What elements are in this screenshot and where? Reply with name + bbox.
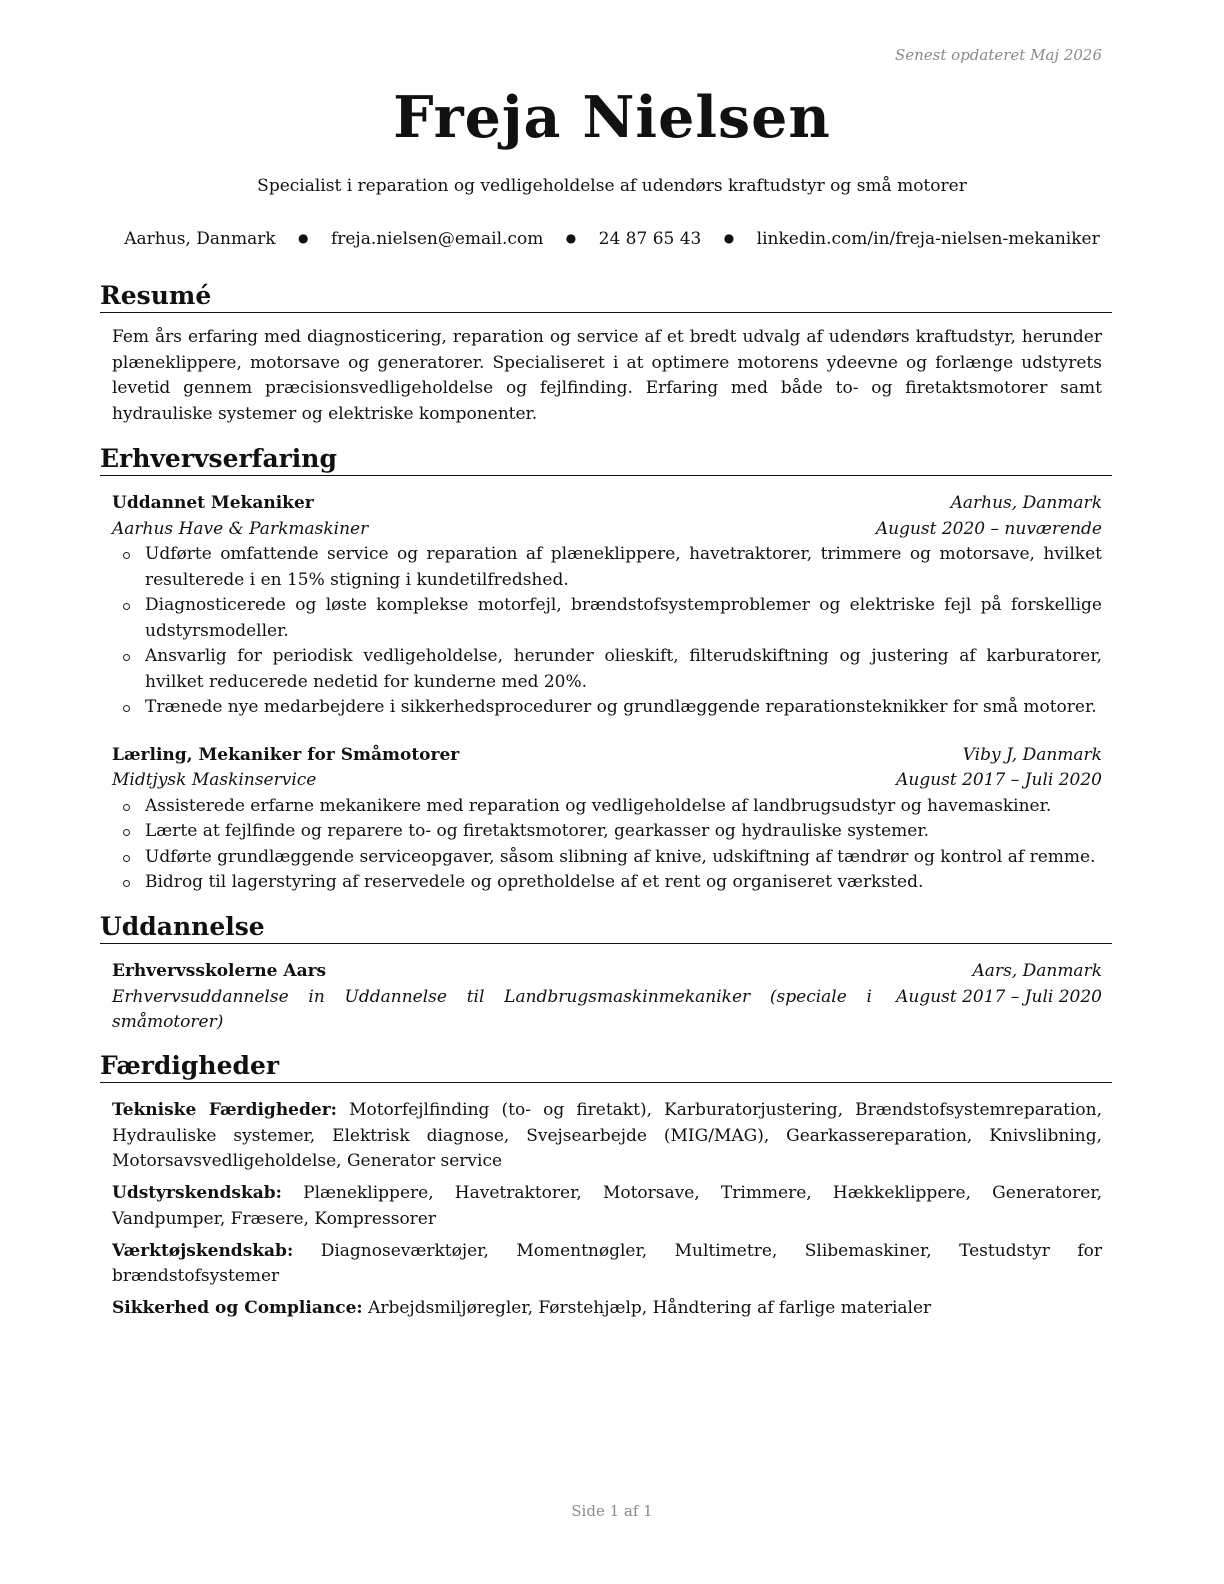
- bullet-separator-icon: ●: [723, 231, 735, 245]
- candidate-name: Freja Nielsen: [393, 84, 831, 151]
- contact-phone[interactable]: 24 87 65 43: [598, 229, 702, 249]
- contact-line: [0, 229, 1224, 249]
- job-dates: August 2017 – Juli 2020: [896, 770, 1102, 790]
- skill-row: [112, 1181, 1102, 1232]
- job-company: Midtjysk Maskinservice: [112, 770, 317, 790]
- bullet-separator-icon: ●: [298, 231, 309, 245]
- job-bullets: [112, 542, 1102, 721]
- skill-label: Udstyrskendskab:: [112, 1183, 282, 1203]
- job-dates: August 2020 – nuværende: [875, 518, 1102, 539]
- resume-text: Fem års erfaring med diagnosticering, reparation og service af et bredt udvalg af udendørs kraftudstyr, herunder plæneklippere, motorsave og generatorer. Specialiseret i at optimere motorens ydeevne og forlænge udstyrets levetid gennem præcisionsvedligeholdelse og fejlfinding. Erfaring med både to- og firetaktsmotorer samt hydrauliske systemer og elektriske komponenter.: [112, 327, 1102, 424]
- list-item: Bidrog til lagerstyring af reservedele og opretholdelse af et rent og organiseret værksted.: [112, 870, 1102, 896]
- skill-label: Sikkerhed og Compliance:: [112, 1298, 363, 1318]
- section-title-experience: Erhvervserfaring: [100, 443, 1112, 476]
- skill-row: [112, 1239, 1102, 1290]
- tagline: Specialist i reparation og vedligeholdelse af udendørs kraftudstyr og små motorer: [257, 176, 967, 196]
- list-item: Udførte grundlæggende serviceopgaver, såsom slibning af knive, udskiftning af tændrør og kontrol af remme.: [112, 845, 1102, 871]
- school-name: Erhvervsskolerne Aars: [112, 961, 327, 981]
- skill-row: [112, 1296, 1102, 1322]
- skills-list: [100, 1098, 1112, 1322]
- skill-label: Tekniske Færdigheder:: [112, 1100, 337, 1120]
- contact-linkedin[interactable]: linkedin.com/in/freja-nielsen-mekaniker: [756, 229, 1100, 249]
- skill-text: Motorfejlfinding (to- og firetakt), Karburatorjustering, Brændstofsystemreparation, Hydrauliske systemer, Elektrisk diagnose, Svejsearbejde (MIG/MAG), Gearkassereparation, Knivslibning, Motorsavsvedligeholdelse, Generator service: [112, 1100, 1102, 1171]
- section-title-education: Uddannelse: [100, 911, 1112, 944]
- skill-text: Diagnoseværktøjer, Momentnøgler, Multimetre, Slibemaskiner, Testudstyr for brændstofsystemer: [112, 1240, 1102, 1286]
- list-item: Lærte at fejlfinde og reparere to- og firetaktsmotorer, gearkasser og hydrauliske systemer.: [112, 819, 1102, 845]
- education-program: Erhvervsuddannelse in Uddannelse til Landbrugsmaskinmekaniker (speciale i småmotorer): [112, 986, 872, 1032]
- list-item: Diagnosticerede og løste komplekse motorfejl, brændstofsystemproblemer og elektriske fejl på forskellige udstyrsmodeller.: [112, 593, 1102, 644]
- job-role: Uddannet Mekaniker: [112, 493, 314, 513]
- skill-row: [112, 1098, 1102, 1175]
- job-location: Aarhus, Danmark: [950, 493, 1102, 513]
- experience-section: [100, 443, 1112, 896]
- section-title-resume: Resumé: [100, 280, 1112, 313]
- list-item: Assisterede erfarne mekanikere med reparation og vedligeholdelse af landbrugsudstyr og havemaskiner.: [112, 794, 1102, 820]
- skill-text: Arbejdsmiljøregler, Førstehjælp, Håndtering af farlige materialer: [368, 1298, 932, 1318]
- skill-text: Plæneklippere, Havetraktorer, Motorsave, Trimmere, Hækkeklippere, Generatorer, Vandpumper, Fræsere, Kompressorer: [112, 1183, 1103, 1229]
- education-section: [100, 911, 1112, 1036]
- job-bullets: [112, 794, 1102, 896]
- job-entry: [100, 743, 1112, 896]
- bullet-separator-icon: ●: [565, 231, 577, 245]
- list-item: Udførte omfattende service og reparation af plæneklippere, havetraktorer, trimmere og motorsave, hvilket resulterede i en 15% stigning i kundetilfredshed.: [112, 542, 1102, 593]
- education-dates: August 2017 – Juli 2020: [896, 986, 1102, 1007]
- school-location: Aars, Danmark: [972, 961, 1102, 981]
- job-entry: [100, 491, 1112, 721]
- list-item: Ansvarlig for periodisk vedligeholdelse, herunder olieskift, filterudskiftning og justering af karburatorer, hvilket reducerede nedetid for kunderne med 20%.: [112, 644, 1102, 695]
- job-role: Lærling, Mekaniker for Småmotorer: [112, 744, 460, 765]
- skill-label: Værktøjskendskab:: [112, 1240, 294, 1261]
- section-title-skills: Færdigheder: [100, 1050, 1112, 1083]
- skills-section: [100, 1050, 1112, 1328]
- job-company: Aarhus Have & Parkmaskiner: [112, 518, 369, 539]
- education-entry: [100, 959, 1112, 1036]
- page-number: Side 1 af 1: [571, 1502, 653, 1520]
- last-updated: Senest opdateret Maj 2026: [894, 46, 1102, 64]
- resume-section: [100, 280, 1112, 427]
- contact-location: Aarhus, Danmark: [124, 229, 276, 249]
- contact-email[interactable]: freja.nielsen@email.com: [330, 229, 544, 249]
- list-item: Trænede nye medarbejdere i sikkerhedsprocedurer og grundlæggende reparationsteknikker for små motorer.: [112, 695, 1102, 721]
- job-location: Viby J, Danmark: [962, 744, 1102, 765]
